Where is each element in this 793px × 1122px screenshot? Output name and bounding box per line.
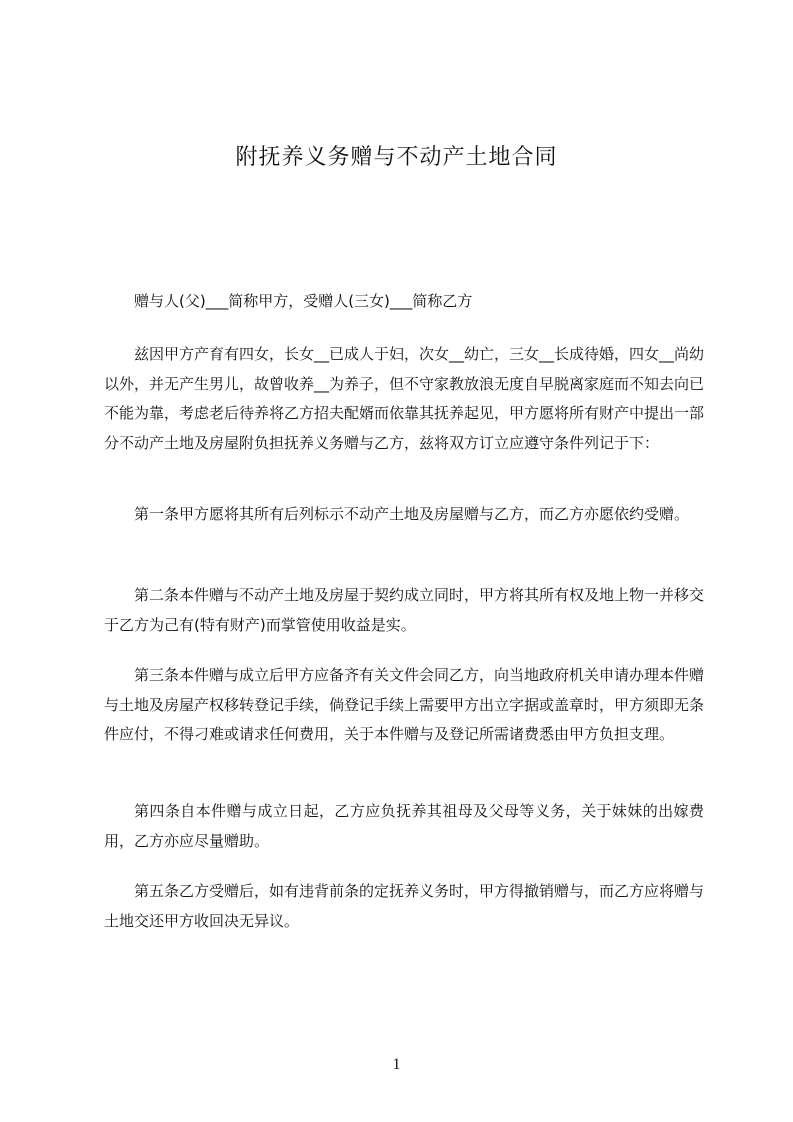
article-3: 第三条本件赠与成立后甲方应备齐有关文件会同乙方，向当地政府机关申请办理本件赠与土地及房屋产权移转登记手续，倘登记手续上需要甲方出立字据或盖章时，甲方须即无条件应付，不得刁难或请求任何费用，关于本件赠与及登记所需诸费悉由甲方负担支理。	[104, 666, 705, 743]
intro-paragraph: 兹因甲方产育有四女，长女__已成人于妇，次女__幼亡，三女__长成待婚，四女__尚幼以外，并无产生男儿，故曾收养__为养子，但不守家教放浪无度自早脱离家庭而不知去向已不能为靠，考虑老后待养将乙方招夫配婿而依靠其抚养起见，甲方愿将所有财产中提出一部分不动产土地及房屋附负担抚养义务赠与乙方，兹将双方订立应遵守条件列记于下：	[104, 345, 705, 452]
article-1: 第一条甲方愿将其所有后列标示不动产土地及房屋赠与乙方，而乙方亦愿依约受赠。	[134, 505, 690, 523]
page-title: 附抚养义务赠与不动产土地合同	[235, 145, 558, 170]
article-5: 第五条乙方受赠后，如有违背前条的定抚养义务时，甲方得撤销赠与，而乙方应将赠与土地交还甲方收回决无异议。	[104, 882, 705, 930]
article-2: 第二条本件赠与不动产土地及房屋于契约成立同时，甲方将其所有权及地上物一并移交于乙方为己有(特有财产)而掌管使用收益是实。	[104, 586, 705, 634]
article-4: 第四条自本件赠与成立日起，乙方应负抚养其祖母及父母等义务，关于妹妹的出嫁费用，乙方亦应尽量赠助。	[104, 802, 704, 850]
page-number: 1	[392, 1056, 401, 1073]
parties-paragraph: 赠与人(父)___简称甲方，受赠人(三女)___简称乙方	[134, 292, 473, 310]
